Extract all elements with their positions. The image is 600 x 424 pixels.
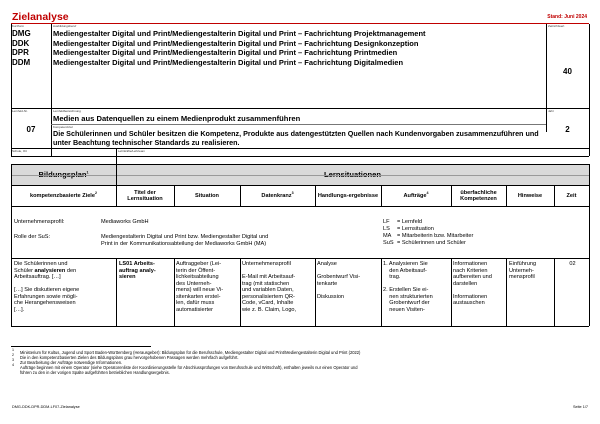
beruf-code: DMG: [12, 29, 31, 38]
label-unternehmensprofil: Unternehmensprofil:: [14, 219, 65, 225]
lernfeld-bezeichnung: Medien aus Datenquellen zu einem Medienprodukt zusammenführen: [53, 114, 301, 123]
cell-line: 2. Erstellen Sie ei-: [383, 287, 429, 293]
cell-line: und variablen Daten,: [242, 287, 294, 293]
cell-line: terin der Öffent-: [176, 267, 216, 274]
cell-line: Unterneh-: [509, 267, 534, 274]
cell-line: den Arbeitsauf-: [383, 267, 427, 274]
bildungsplan-heading: Bildungsplan$^1$: [38, 170, 89, 179]
kompetenzen-cell: [453, 261, 492, 307]
column-header: Aufträge$^4$: [403, 190, 429, 199]
situation-cell: [176, 261, 223, 313]
label-ausbildungsberuf: Ausbildungsberuf: [53, 24, 77, 28]
cell-line: darstellen: [453, 280, 478, 287]
cell-line: mensprofil: [509, 274, 535, 280]
unternehmen-value: Mediaworks GmbH: [101, 219, 149, 225]
cell-line: Grobentwurf Visi-: [317, 274, 361, 280]
footnotes: [12, 350, 592, 375]
page-title: Zielanalyse: [12, 11, 69, 23]
cell-line: Diskussion: [317, 293, 345, 300]
column-header: überfachliche Kompetenzen: [460, 189, 497, 202]
legend-text: = Schülerinnen und Schüler: [397, 240, 466, 246]
beruf-name: Mediengestalter Digital und Print/Mediengestalterin Digital und Print – Fachrichtung Digitalmedien: [53, 57, 404, 67]
beruf-code: DPR: [12, 48, 29, 57]
lernfeld-nr-value: 07: [26, 125, 36, 134]
stand-date: Stand: Juni 2024: [547, 14, 587, 20]
column-header: Datenkranz$^3$: [261, 190, 294, 199]
hinweise-cell: [509, 261, 536, 281]
cell-line: 1. Analysieren Sie: [383, 261, 428, 267]
cell-line: trag (mit statischen: [242, 280, 290, 287]
cell-line: Unternehmensprofil: [242, 261, 291, 267]
beruf-name: Mediengestalter Digital und Print/Mediengestalterin Digital und Print – Fachrichtung Designkonzeption: [53, 38, 419, 48]
label-kompetenzziel: Kompetenzziel: [53, 125, 73, 129]
cell-line: Auftraggeber (Lei-: [176, 261, 222, 267]
legend-abbr: LS: [383, 226, 390, 232]
lernsituationen-heading: Lernsituationen: [324, 170, 381, 179]
cell-line: neuen Visiten-: [383, 306, 425, 313]
column-header: Zeit: [566, 192, 577, 199]
cell-line: len, dafür muss: [176, 300, 215, 306]
footnote: 1 Ministerium für Kultus, Jugend und Sport Baden-Württemberg (Herausgeber): Bildungsplan für die Berufsschule, Mediengestalter Digital und Print/Mediengestalterin Digital und Print (2022): [12, 348, 361, 355]
legend-text: = Lernfeld: [397, 219, 423, 225]
label-rolle: Rolle der SuS:: [14, 234, 51, 240]
footnote: führen zu den in der vorigen Spalte aufgeführten betrieblichen Handlungsergebnis.: [20, 370, 170, 375]
ziele-cell: Die Schülerinnen und Schüler analysieren den Arbeitsauftrag. […] […] Sie diskutieren eigene Erfahrungen sowie mögli- che Herangehensweisen […].: [14, 261, 80, 313]
cell-line: nen strukturierten: [383, 293, 433, 300]
cell-line: Informationen: [453, 261, 488, 267]
cell-line: trag.: [383, 274, 401, 280]
column-header: Handlungs-ergebnisse: [317, 192, 379, 199]
cell-line: Einführung: [509, 261, 537, 267]
column-header: Situation: [195, 192, 219, 199]
label-lehrkraefte: Lehrkräfte/Lehrteam: [118, 149, 146, 153]
beruf-name: Mediengestalter Digital und Print/Mediengestalterin Digital und Print – Fachrichtung Projektmanagement: [53, 29, 426, 38]
cell-line: des Unterneh-: [176, 280, 212, 287]
label-jahr: Jahr: [548, 109, 554, 113]
label-zeitrichtwert: Zeitrichtwert: [548, 24, 565, 28]
cell-line: wie z. B. Claim, Logo,: [242, 306, 297, 313]
zeit-cell: 02: [569, 261, 576, 267]
zeitrichtwert-value: 40: [563, 67, 572, 76]
kompetenzziel-text: Die Schülerinnen und Schüler besitzen die Kompetenz, Produkte aus datengestützten Quellen nach Kundenvorgaben zusammenzuführen und unter Beachtung technischer Standards zu realisieren.: [53, 129, 539, 148]
legend-abbr: LF: [383, 219, 390, 225]
label-schule: Schule, Ort: [12, 149, 28, 153]
label-lernfeld-nr: Lernfeld-Nr.: [12, 109, 28, 113]
footnote: 4 Aufträge beginnen mit einem Operator (siehe Operatorenliste der Koordinierungsstelle für Abschlussprüfungen von Berufsschule und Wirtschaft), enthalten jeweils nur einen Operator und: [12, 363, 358, 370]
footer-filename: DMG-DDK-DPR-DDM-LF07-Zielanalyse: [12, 405, 80, 409]
footnote: 2 Die in den kompetenzbasierten Zielen des Bildungsplans grau hervorgehobenen Passagen werden mehrfach aufgeführt.: [12, 353, 239, 360]
cell-line: aufbereiten und: [453, 274, 492, 280]
cell-line: sitenkarten erstel-: [176, 293, 221, 300]
datenkranz-cell: [242, 261, 296, 313]
column-header: Titel der Lernsituation: [127, 189, 163, 202]
beruf-name: Mediengestalter Digital und Print/Mediengestalterin Digital und Print – Fachrichtung Printmedien: [53, 48, 398, 57]
cell-line: mens) will neue Vi-: [176, 287, 224, 293]
cell-line: austauschen: [453, 300, 485, 306]
cell-line: Analyse: [317, 261, 337, 267]
handlungsergebnisse-cell: [317, 261, 360, 300]
legend-text: = Lernsituation: [397, 226, 434, 232]
auftraege-cell: [383, 261, 433, 313]
label-lernfeldbezeichnung: Lernfeldbezeichnung: [53, 109, 81, 113]
legend-abbr: MA: [383, 233, 392, 239]
cell-line: Informationen: [453, 293, 488, 300]
beruf-code: DDK: [12, 38, 30, 48]
rolle-line-1: Mediengestalterin Digital und Print bzw. Mediengestalter Digital und: [101, 234, 269, 240]
column-header: kompetenzbasierte Ziele$^2$: [30, 190, 97, 199]
rolle-line-2: Print in der Kommunikationsabteilung der Mediaworks GmbH (MA): [101, 241, 267, 247]
cell-line: nach Kriterien: [453, 267, 488, 274]
lernsituation-titel: LS01 Arbeits- auftrag analy- sieren: [119, 261, 156, 280]
legend-abbr: SuS: [383, 240, 394, 246]
jahr-value: 2: [565, 125, 570, 134]
beruf-code: DDM: [12, 57, 31, 67]
footer-page-number: Seite 1/7: [573, 405, 588, 409]
cell-line: lichkeitsabteilung: [176, 274, 219, 280]
column-header: Hinweise: [517, 192, 543, 199]
cell-line: Grobentwurf der: [383, 300, 430, 306]
legend-text: = Mitarbeiterin bzw. Mitarbeiter: [397, 233, 474, 239]
cell-line: tenkarte: [317, 280, 338, 287]
cell-line: personalisiertem QR-: [242, 293, 295, 300]
cell-line: E-Mail mit Arbeitsauf-: [242, 274, 296, 280]
footnote: 3 Zur Bearbeitung der Aufträge notwendige Informationen.: [12, 358, 123, 365]
label-kurzform: Kurzform: [12, 24, 25, 28]
cell-line: automatisierter: [176, 306, 213, 313]
cell-line: Code, vCard, Inhalte: [242, 300, 294, 306]
